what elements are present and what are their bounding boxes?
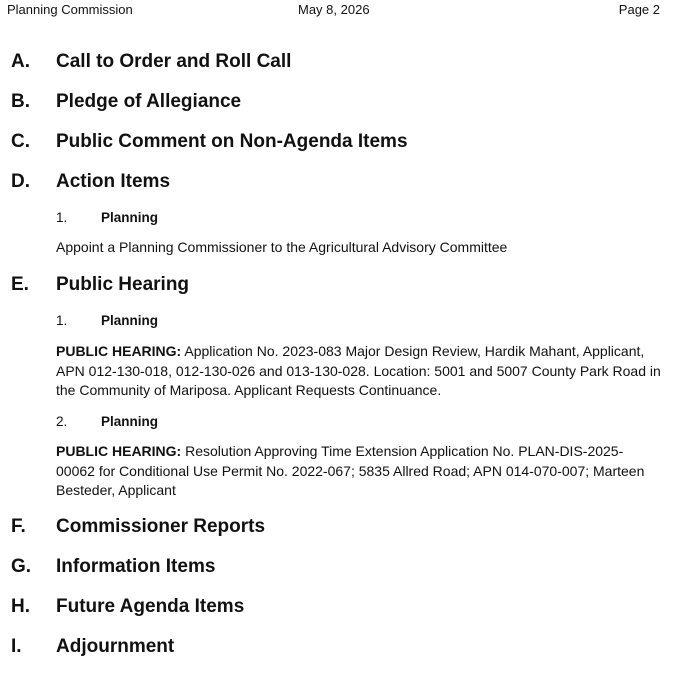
section-letter: E. [11,274,29,295]
section-title: Public Comment on Non-Agenda Items [56,131,408,152]
section-letter: A. [11,51,30,72]
item-text: Application No. 2023-083 Major Design Review, Hardik Mahant, Applicant, APN 012-130-018, 012-130-026 and 013-130-028. Location: 5001 and 5007 County Park Road in the Community of Mariposa. Applicant Requests Continuance. [56,343,661,398]
section-title: Pledge of Allegiance [56,91,242,112]
item-description-e1 [56,342,661,401]
section-title: Adjournment [56,636,175,657]
section-letter: G. [11,556,32,577]
section-g-heading [11,556,215,578]
item-title: Planning [101,210,158,225]
item-number: 1. [56,313,68,328]
section-f-heading [11,516,265,538]
item-description-e2 [56,442,661,501]
section-i-heading [11,636,174,658]
section-letter: B. [11,91,30,112]
section-d-heading [11,171,170,193]
header-page-number: Page 2 [618,2,660,17]
section-title: Information Items [56,556,216,577]
section-h-heading [11,596,244,618]
section-a-heading [11,51,291,73]
section-letter: I. [11,636,22,657]
section-letter: H. [11,596,30,617]
section-title: Action Items [56,171,171,192]
item-text: Resolution Approving Time Extension Application No. PLAN-DIS-2025-00062 for Conditional Use Permit No. 2022-067; 5835 Allred Road; APN 014-070-007; Marteen Besteder, Applicant [56,443,645,498]
agenda-item-e2 [56,414,158,429]
section-letter: C. [11,131,30,152]
item-description-d1 [56,238,661,258]
section-title: Public Hearing [56,274,190,295]
page-header [0,2,680,20]
section-letter: F. [11,516,26,537]
section-b-heading [11,91,241,113]
item-number: 2. [56,414,68,429]
agenda-item-e1 [56,313,158,328]
section-title: Call to Order and Roll Call [56,51,292,72]
item-text: Appoint a Planning Commissioner to the Agricultural Advisory Committee [56,239,508,255]
section-title: Future Agenda Items [56,596,245,617]
item-title: Planning [101,414,158,429]
item-title: Planning [101,313,158,328]
section-e-heading [11,274,189,296]
item-lead: PUBLIC HEARING: [56,343,182,359]
section-c-heading [11,131,408,153]
item-lead: PUBLIC HEARING: [56,443,182,459]
header-committee-name: Planning Commission [7,2,133,17]
section-title: Commissioner Reports [56,516,266,537]
header-date: May 8, 2026 [298,2,370,17]
section-letter: D. [11,171,30,192]
agenda-item-d1 [56,210,158,225]
item-number: 1. [56,210,68,225]
